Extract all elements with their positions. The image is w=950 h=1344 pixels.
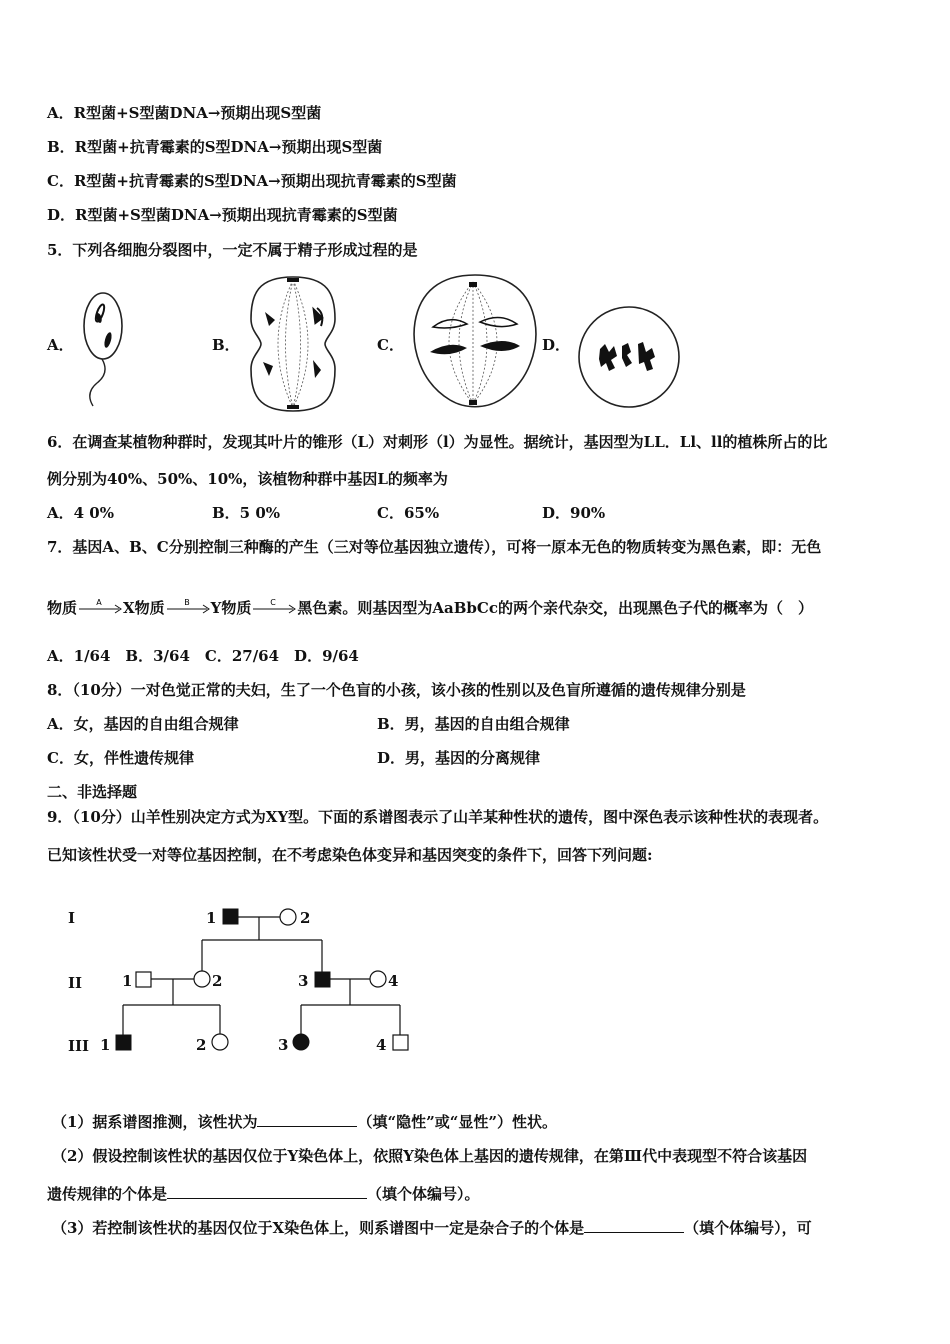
q5-label-b: B． bbox=[212, 336, 240, 354]
q9-sub3-text-b: （填个体编号），可 bbox=[684, 1219, 812, 1237]
q4-option-c: C．R型菌+抗青霉素的S型DNA→预期出现抗青霉素的S型菌 bbox=[47, 172, 457, 190]
gen3-num-3: 3 bbox=[278, 1036, 289, 1054]
q7-options: A．1/64 B．3/64 C．27/64 D．9/64 bbox=[47, 647, 359, 665]
q9-line1: 9．（10分）山羊性别决定方式为XY型。下面的系谱图表示了山羊某种性状的遗传，图中深色表示该种性状的表现者。 bbox=[47, 808, 829, 826]
q9-sub3-text-a: （3）若控制该性状的基因仅位于X染色体上，则系谱图中一定是杂合子的个体是 bbox=[52, 1219, 585, 1237]
q5-label-c: C． bbox=[377, 336, 404, 354]
section-heading: 二、非选择题 bbox=[47, 783, 138, 801]
q6-option-c: C．65% bbox=[377, 504, 440, 522]
q9-sub2-text-b: （填个体编号）。 bbox=[367, 1185, 480, 1203]
q9-sub1-text-a: （1）据系谱图推测，该性状为 bbox=[52, 1113, 258, 1131]
q7-part-d: 黑色素。则基因型为AaBbCc的两个亲代杂交，出现黑色子代的概率为（ ） bbox=[297, 599, 813, 617]
pedigree-chart bbox=[60, 900, 420, 1065]
arrow-c-icon bbox=[251, 598, 297, 618]
answer-blank-3[interactable] bbox=[584, 1218, 684, 1233]
q9-sub2-text-a: 遗传规律的个体是 bbox=[47, 1185, 168, 1203]
q7-part-b: X物质 bbox=[123, 599, 165, 617]
gen2-num-3: 3 bbox=[298, 972, 309, 990]
q8-option-a: A．女，基因的自由组合规律 bbox=[47, 715, 239, 733]
q8-option-b: B．男，基因的自由组合规律 bbox=[377, 715, 570, 733]
gen3-num-1: 1 bbox=[100, 1036, 111, 1054]
answer-blank-2[interactable] bbox=[167, 1184, 367, 1199]
q4-option-b: B．R型菌+抗青霉素的S型DNA→预期出现S型菌 bbox=[47, 138, 383, 156]
gen2-female-2 bbox=[370, 971, 386, 987]
cell-figure-c bbox=[405, 272, 545, 412]
gen3-male-affected bbox=[116, 1035, 131, 1050]
q6-option-d: D．90% bbox=[542, 504, 606, 522]
gen-label-1: I bbox=[68, 909, 76, 927]
q6-option-b: B．5 0% bbox=[212, 504, 281, 522]
gen2-male-affected bbox=[315, 972, 330, 987]
q9-line2: 已知该性状受一对等位基因控制，在不考虑染色体变异和基因突变的条件下，回答下列问题: bbox=[47, 846, 653, 864]
q4-option-a: A．R型菌+S型菌DNA→预期出现S型菌 bbox=[47, 104, 322, 122]
q7-line1: 7．基因A、B、C分别控制三种酶的产生（三对等位基因独立遗传），可将一原本无色的物质转变为黑色素，即：无色 bbox=[47, 538, 822, 556]
q7-part-a: 物质 bbox=[47, 599, 78, 617]
q5-stem: 5．下列各细胞分裂图中，一定不属于精子形成过程的是 bbox=[47, 241, 418, 259]
gen2-num-4: 4 bbox=[388, 972, 399, 990]
answer-blank-1[interactable] bbox=[257, 1112, 357, 1127]
cell-figure-b bbox=[243, 274, 343, 414]
arrow-b-label: B bbox=[183, 598, 190, 607]
gen2-male bbox=[136, 972, 151, 987]
q6-option-a: A．4 0% bbox=[47, 504, 114, 522]
gen1-num-2: 2 bbox=[300, 909, 311, 927]
cell-figure-a bbox=[75, 288, 145, 413]
gen2-num-2: 2 bbox=[212, 972, 223, 990]
gen1-num-1: 1 bbox=[206, 909, 217, 927]
gen2-female bbox=[194, 971, 210, 987]
q8-option-d: D．男，基因的分离规律 bbox=[377, 749, 541, 767]
q6-line2: 例分别为40%、50%、10%，该植物种群中基因L的频率为 bbox=[47, 470, 448, 488]
arrow-a-icon bbox=[77, 598, 123, 618]
q5-label-d: D． bbox=[542, 336, 571, 354]
gen3-num-2: 2 bbox=[196, 1036, 207, 1054]
cell-figure-d bbox=[576, 304, 682, 410]
q7-pathway-line bbox=[47, 598, 813, 618]
q5-label-a: A． bbox=[47, 336, 74, 354]
q8-stem: 8．（10分）一对色觉正常的夫妇，生了一个色盲的小孩，该小孩的性别以及色盲所遵循的遗传规律分别是 bbox=[47, 681, 746, 699]
gen-label-3: III bbox=[68, 1037, 90, 1055]
arrow-b-icon bbox=[165, 598, 211, 618]
q9-sub2-line1: （2）假设控制该性状的基因仅位于Y染色体上，依照Y染色体上基因的遗传规律，在第Ⅲ代中表现型不符合该基因 bbox=[52, 1147, 808, 1165]
q9-sub1 bbox=[52, 1112, 557, 1132]
q9-sub2-line2 bbox=[47, 1184, 480, 1204]
arrow-a-label: A bbox=[96, 598, 102, 607]
q9-sub1-text-b: （填“隐性”或“显性”）性状。 bbox=[357, 1113, 557, 1131]
q9-sub3 bbox=[52, 1218, 812, 1238]
gen3-female-affected bbox=[293, 1034, 309, 1050]
gen3-female bbox=[212, 1034, 228, 1050]
q4-option-d: D．R型菌+S型菌DNA→预期出现抗青霉素的S型菌 bbox=[47, 206, 398, 224]
q8-option-c: C．女，伴性遗传规律 bbox=[47, 749, 194, 767]
gen1-male-affected bbox=[223, 909, 238, 924]
gen-label-2: II bbox=[68, 974, 83, 992]
gen1-female bbox=[280, 909, 296, 925]
q6-line1: 6．在调查某植物种群时，发现其叶片的锥形（L）对刺形（l）为显性。据统计，基因型为LL．Ll、ll的植株所占的比 bbox=[47, 433, 828, 451]
gen3-male bbox=[393, 1035, 408, 1050]
gen3-num-4: 4 bbox=[376, 1036, 387, 1054]
q7-part-c: Y物质 bbox=[210, 599, 252, 617]
arrow-c-label: C bbox=[270, 598, 277, 607]
gen2-num-1: 1 bbox=[122, 972, 133, 990]
